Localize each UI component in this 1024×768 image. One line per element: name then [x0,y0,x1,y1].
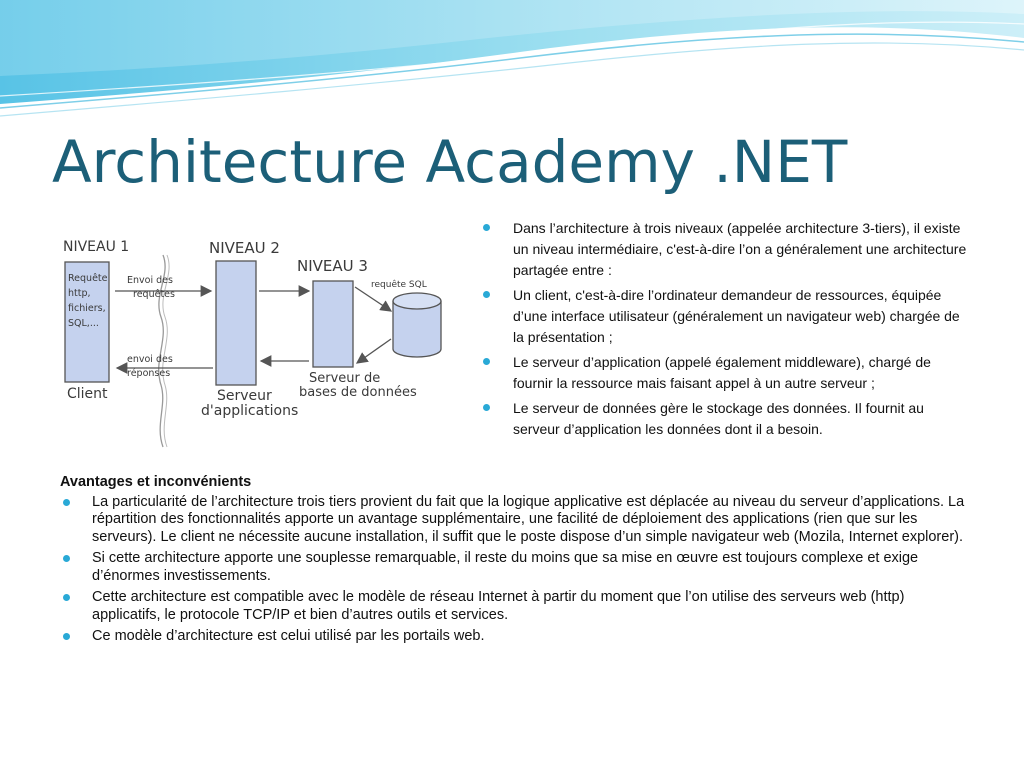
client-box-line: fichiers, [68,303,106,314]
sql-request-label: requête SQL [371,280,427,290]
bullet-icon [63,594,70,601]
sql-response-arrow [357,339,391,363]
list-item-text: La particularité de l’architecture trois tiers provient du fait que la logique applicative est déplacée au niveau du serveur d’applications. La répartition des fonctionnalités apporte un avantage supplémentaire, une facilité de déploiement des applications (rien que sur les serveurs). Le client ne nécessite aucune installation, il suffit que le poste dispose d’un simple navigateur web (Mozila, Internet explorer). [92,493,965,545]
app-server-box [216,261,256,385]
db-server-label: Serveur de [309,371,381,386]
slide-title: Architecture Academy .NET [52,128,848,196]
list-item-text: Un client, c'est-à-dire l’ordinateur demandeur de ressources, équipée d’une interface utilisateur (généralement un navigateur web) chargée de la présentation ; [513,287,960,345]
list-item-text: Ce modèle d’architecture est celui utilisé par les portails web. [92,628,485,644]
database-icon [393,293,441,357]
level-2-label: NIVEAU 2 [209,239,280,257]
client-box-line: SQL,... [68,318,99,329]
list-item-text: Cette architecture est compatible avec le modèle de réseau Internet à partir du moment que l’on utilise des serveurs web (http) applicatifs, le protocole TCP/IP et bien d’autres outils et services. [92,589,905,623]
list-item-text: Dans l’architecture à trois niveaux (appelée architecture 3-tiers), il existe un niveau intermédiaire, c'est-à-dire l’on a généralement une architecture partagée entre : [513,220,967,278]
advantages-section [60,474,970,650]
bullet-icon [63,555,70,562]
send-responses-label: réponses [127,368,171,379]
client-label: Client [67,386,108,402]
app-server-label: d'applications [201,403,299,419]
list-item-text: Le serveur d’application (appelé également middleware), chargé de fournir la ressource mais faisant appel à un autre serveur ; [513,354,931,391]
bullet-icon [483,358,490,365]
send-requests-label: requêtes [133,289,175,300]
list-item [60,550,970,585]
right-bullet-list [483,218,973,444]
list-item [60,628,970,646]
bullet-icon [483,291,490,298]
list-item [483,218,973,281]
send-responses-label: envoi des [127,354,173,365]
bullet-icon [483,404,490,411]
section-heading: Avantages et inconvénients [60,474,252,490]
bullet-icon [63,499,70,506]
db-server-label: bases de données [299,385,417,400]
list-item [483,285,973,348]
list-item [60,494,970,547]
list-item-text: Le serveur de données gère le stockage des données. Il fournit au serveur d’application les données dont il a besoin. [513,400,924,437]
sql-request-arrow [355,287,391,311]
db-server-box [313,281,353,367]
client-box-line: http, [68,288,91,299]
send-requests-label: Envoi des [127,275,173,286]
level-1-label: NIVEAU 1 [63,239,130,255]
level-3-label: NIVEAU 3 [297,257,368,275]
list-item [483,398,973,440]
list-item [60,589,970,624]
header-wave-decoration [0,0,1024,130]
bullet-icon [483,224,490,231]
bullet-icon [63,633,70,640]
app-server-label: Serveur [217,388,272,404]
list-item [483,352,973,394]
advantages-list [60,494,970,646]
list-item-text: Si cette architecture apporte une souplesse remarquable, il reste du moins que sa mise en œuvre est toujours complexe et exige d’énormes investissements. [92,550,919,584]
client-box-line: Requête [68,273,108,284]
three-tier-diagram [55,225,475,455]
